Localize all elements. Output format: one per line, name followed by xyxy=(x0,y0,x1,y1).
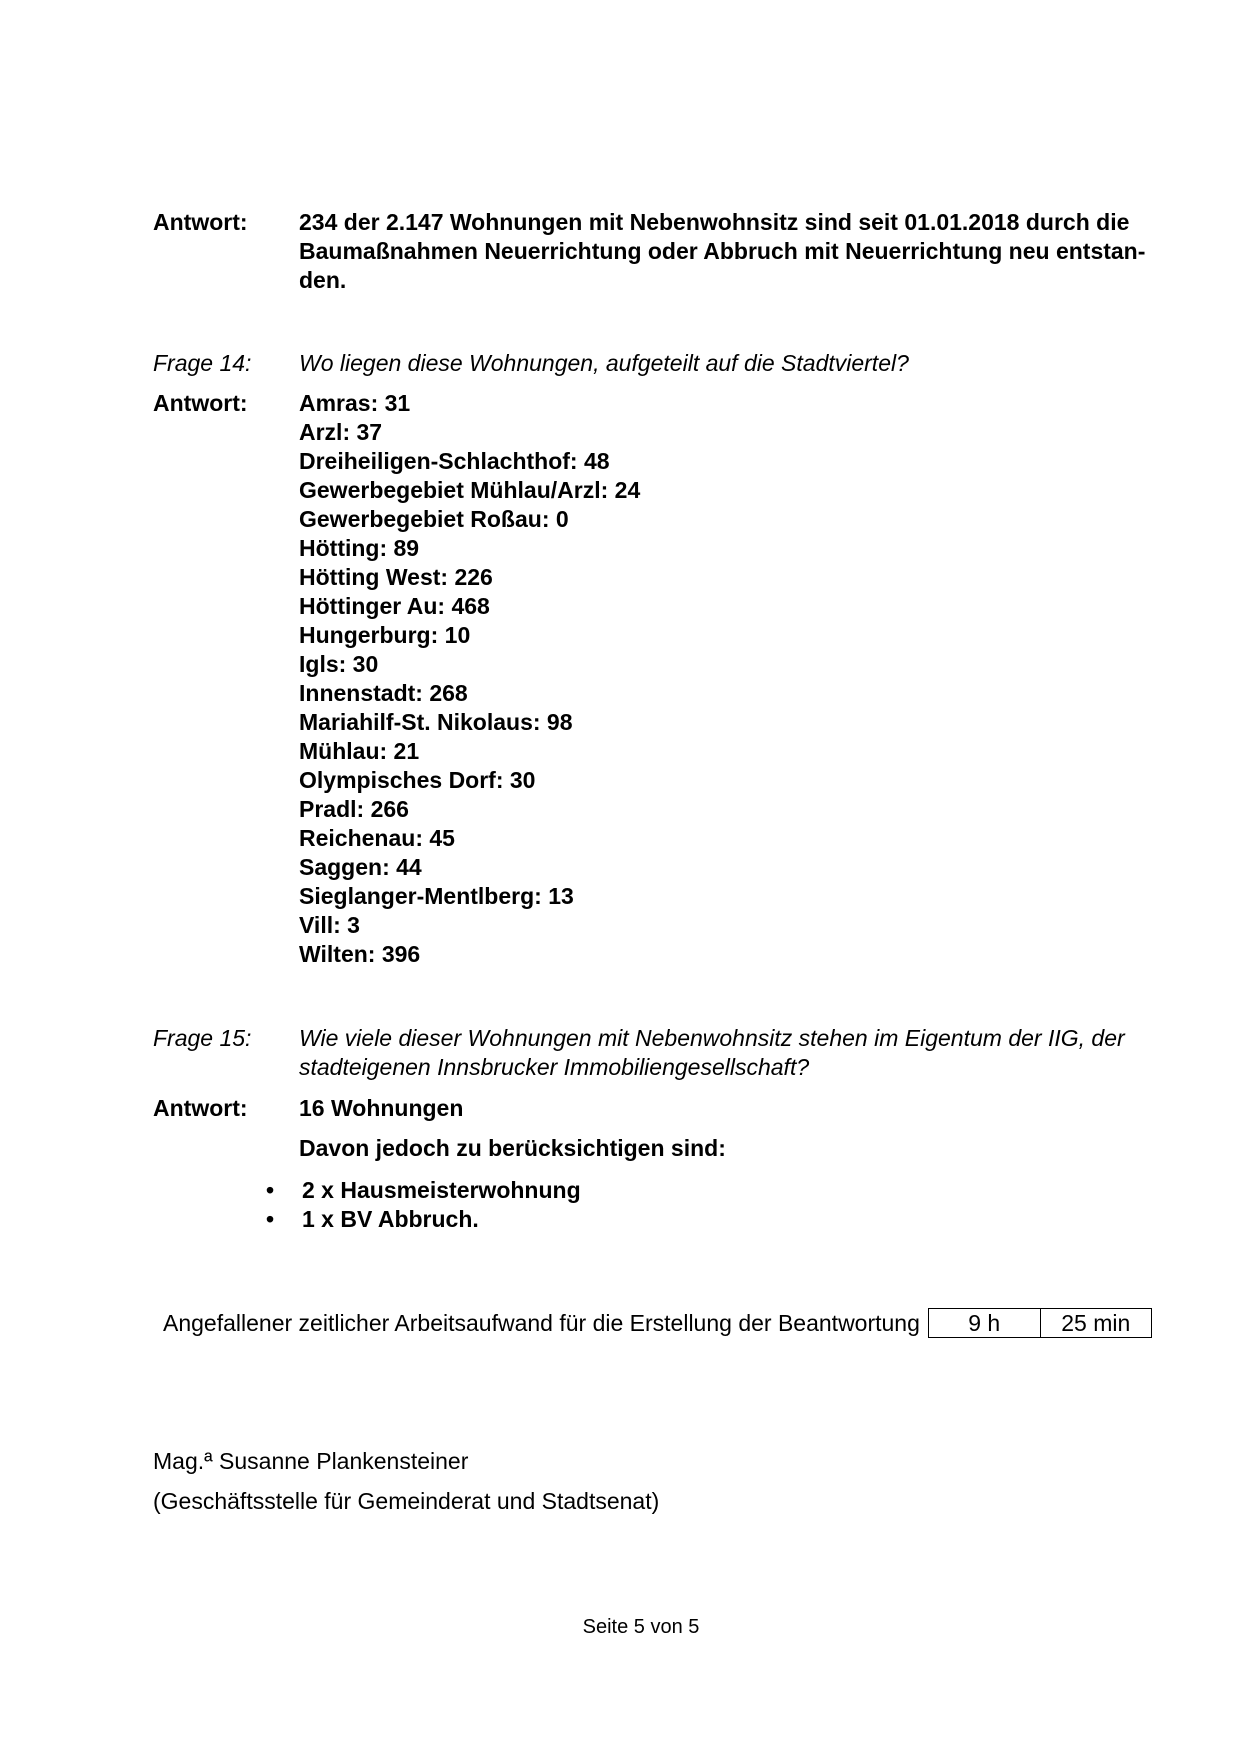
answer-label: Antwort: xyxy=(153,209,248,235)
answer-text-line: Baumaßnahmen Neuerrichtung oder Abbruch mit Neuerrichtung neu entstan- xyxy=(299,238,1146,264)
district-item: Pradl: 266 xyxy=(299,796,409,822)
district-item: Höttinger Au: 468 xyxy=(299,593,490,619)
bullet-text: 2 x Hausmeisterwohnung xyxy=(302,1177,581,1203)
district-item: Gewerbegebiet Mühlau/Arzl: 24 xyxy=(299,477,641,503)
answer-text-line: den. xyxy=(299,267,347,293)
effort-minutes: 25 min xyxy=(1040,1309,1152,1337)
district-item: Reichenau: 45 xyxy=(299,825,455,851)
district-item: Gewerbegebiet Roßau: 0 xyxy=(299,506,569,532)
district-item: Mariahilf-St. Nikolaus: 98 xyxy=(299,709,573,735)
district-item: Sieglanger-Mentlberg: 13 xyxy=(299,883,574,909)
bullet-text: 1 x BV Abbruch. xyxy=(302,1206,479,1232)
district-item: Olympisches Dorf: 30 xyxy=(299,767,536,793)
bullet-item xyxy=(266,1205,479,1234)
question-label: Frage 15: xyxy=(153,1025,252,1051)
answer-note: Davon jedoch zu berücksichtigen sind: xyxy=(299,1135,726,1161)
district-item: Hötting: 89 xyxy=(299,535,420,561)
bullet-point-icon xyxy=(266,1205,302,1234)
district-item: Hötting West: 226 xyxy=(299,564,493,590)
district-list xyxy=(299,389,640,969)
page-number: Seite 5 von 5 xyxy=(582,1616,700,1638)
district-item: Hungerburg: 10 xyxy=(299,622,471,648)
effort-hours: 9 h xyxy=(968,1310,1001,1336)
bullet-item xyxy=(266,1176,581,1205)
district-item: Arzl: 37 xyxy=(299,419,383,445)
district-item: Wilten: 396 xyxy=(299,941,421,967)
district-item: Saggen: 44 xyxy=(299,854,422,880)
answer-summary: 16 Wohnungen xyxy=(299,1095,464,1121)
effort-table xyxy=(928,1308,1152,1338)
district-item: Amras: 31 xyxy=(299,390,411,416)
answer-text-line: 234 der 2.147 Wohnungen mit Nebenwohnsitz sind seit 01.01.2018 durch die xyxy=(299,209,1130,235)
bullet-point-icon xyxy=(266,1176,302,1205)
district-item: Vill: 3 xyxy=(299,912,360,938)
district-item: Mühlau: 21 xyxy=(299,738,420,764)
district-item: Innenstadt: 268 xyxy=(299,680,468,706)
question-text xyxy=(299,1024,1125,1082)
question-text-line: Wie viele dieser Wohnungen mit Nebenwohnsitz stehen im Eigentum der IIG, der xyxy=(299,1025,1125,1051)
answer-label: Antwort: xyxy=(153,390,248,416)
district-item: Dreiheiligen-Schlachthof: 48 xyxy=(299,448,610,474)
signature-office: (Geschäftsstelle für Gemeinderat und Stadtsenat) xyxy=(153,1488,660,1514)
district-item: Igls: 30 xyxy=(299,651,379,677)
question-label: Frage 14: xyxy=(153,350,252,376)
question-text: Wo liegen diese Wohnungen, aufgeteilt auf die Stadtviertel? xyxy=(299,350,909,376)
answer-text xyxy=(299,208,1145,295)
question-text-line: stadteigenen Innsbrucker Immobiliengesellschaft? xyxy=(299,1054,810,1080)
effort-label: Angefallener zeitlicher Arbeitsaufwand für die Erstellung der Beantwortung xyxy=(163,1310,920,1336)
signature-name: Mag.ª Susanne Plankensteiner xyxy=(153,1448,469,1474)
answer-label: Antwort: xyxy=(153,1095,248,1121)
